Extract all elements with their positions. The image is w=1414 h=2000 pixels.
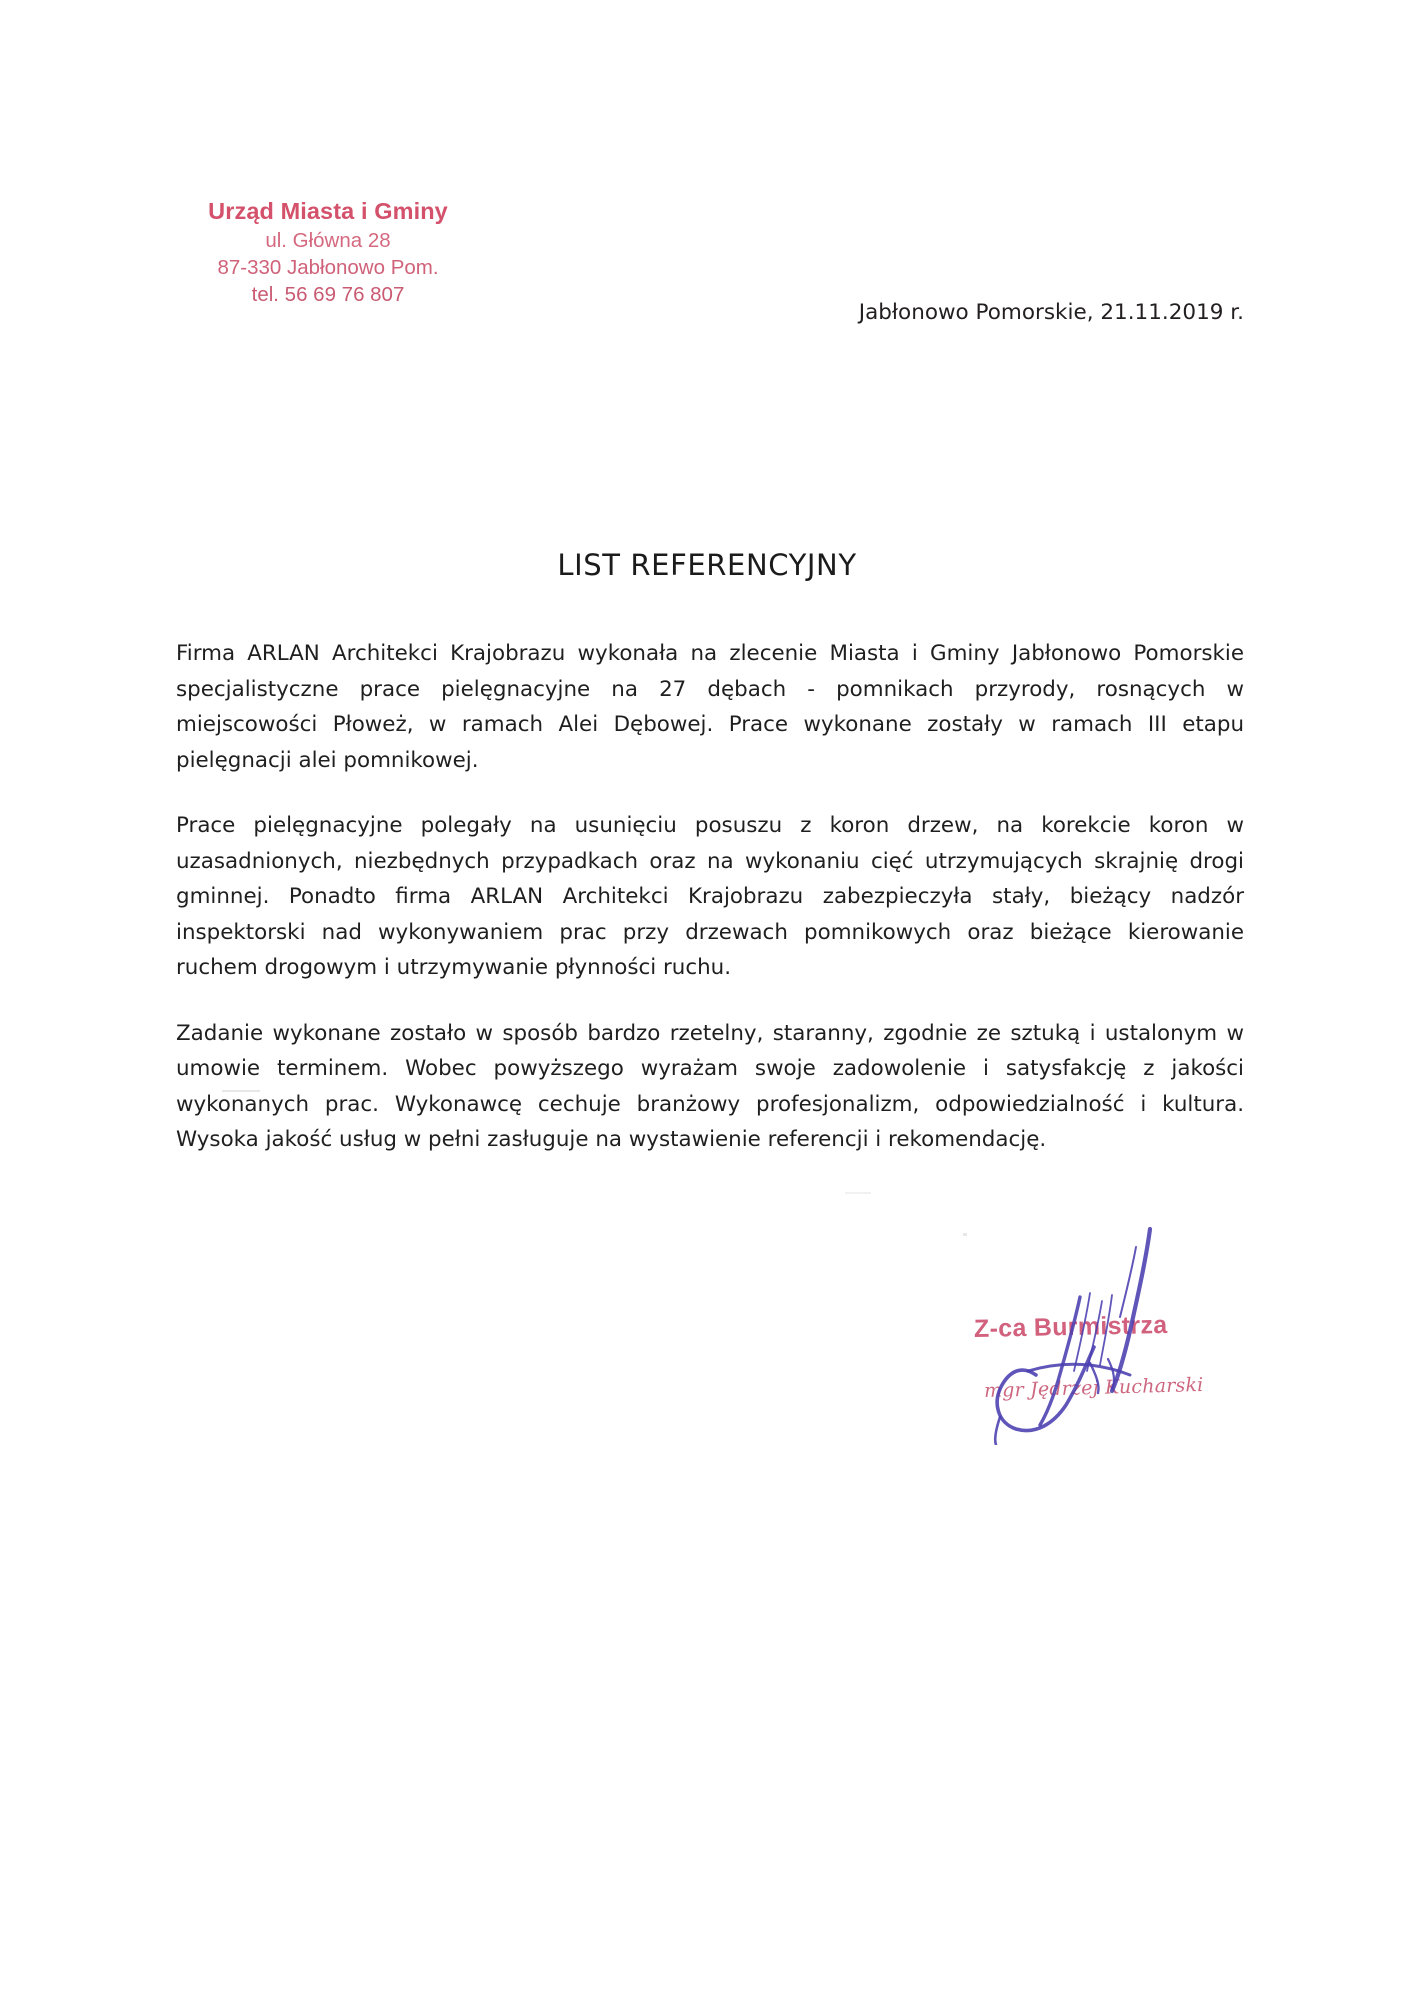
signature-role-stamp: Z-ca Burmistrza (973, 1310, 1168, 1344)
office-stamp-name: Urząd Miasta i Gminy (208, 198, 448, 224)
letter-body (176, 636, 1244, 1158)
scan-artifact (963, 1233, 967, 1236)
office-stamp (178, 196, 478, 308)
date-place-line: Jabłonowo Pomorskie, 21.11.2019 r. (858, 300, 1244, 325)
paragraph-1: Firma ARLAN Architekci Krajobrazu wykonała na zlecenie Miasta i Gminy Jabłonowo Pomorskie specjalistyczne prace pielęgnacyjne na 27 dębach - pomnikach przyrody, rosnących w miejscowości Płoweż, w ramach Alei Dębowej. Prace wykonane zostały w ramach III etapu pielęgnacji alei pomnikowej. (176, 641, 1244, 773)
office-stamp-street: ul. Główna 28 (265, 229, 391, 253)
signature-name-stamp: mgr Jędrzej Kucharski (983, 1373, 1204, 1403)
page-title: LIST REFERENCYJNY (557, 548, 857, 582)
signature-block (940, 1185, 1280, 1445)
scan-artifact (222, 1090, 260, 1092)
office-stamp-city: 87-330 Jabłonowo Pom. (217, 256, 439, 280)
paragraph-2: Prace pielęgnacyjne polegały na usunięciu posuszu z koron drzew, na korekcie koron w uzasadnionych, niezbędnych przypadkach oraz na wykonaniu cięć utrzymujących skrajnię drogi gminnej. Ponadto firma ARLAN Architekci Krajobrazu zabezpieczyła stały, bieżący nadzór inspektorski nad wykonywaniem prac przy drzewach pomnikowych oraz bieżące kierowanie ruchem drogowym i utrzymywanie płynności ruchu. (176, 813, 1244, 980)
paragraph-3: Zadanie wykonane zostało w sposób bardzo rzetelny, staranny, zgodnie ze sztuką i ustalonym w umowie terminem. Wobec powyższego wyrażam swoje zadowolenie i satysfakcję z jakości wykonanych prac. Wykonawcę cechuje branżowy profesjonalizm, odpowiedzialność i kultura. Wysoka jakość usług w pełni zasługuje na wystawienie referencji i rekomendację. (176, 1020, 1244, 1152)
office-stamp-phone: tel. 56 69 76 807 (251, 283, 405, 307)
scan-artifact (845, 1192, 871, 1194)
